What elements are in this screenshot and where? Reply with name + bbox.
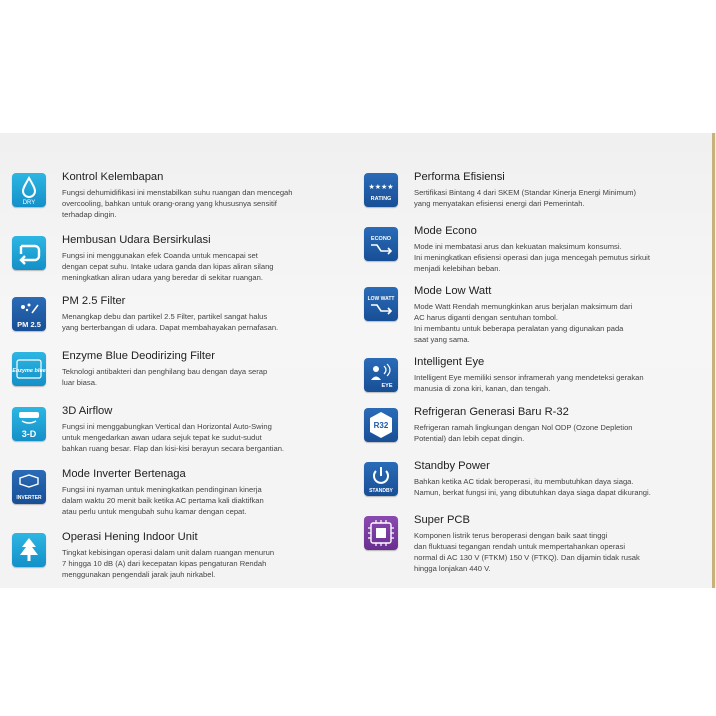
feature-title: Standby Power	[414, 460, 490, 472]
feature-title: Operasi Hening Indoor Unit	[62, 531, 198, 543]
feature-title: PM 2.5 Filter	[62, 295, 126, 307]
decorative-edge-line	[712, 133, 715, 588]
feature-description: Komponen listrik terus beroperasi dengan baik saat tinggi dan fluktuasi tegangan rendah untuk mempertahankan operasi normal di AC 130 V (FTKM) 150 V (FTKQ). Dan dijamin tidak rusak hingga lonjakan 440 V.	[414, 531, 640, 573]
icon-label: 3-D	[21, 429, 37, 439]
feature-description: Fungsi ini menggabungkan Vertical dan Horizontal Auto-Swing untuk mengedarkan awan udara sejuk tepat ke sudut-sudut bahkan ruang besar. Flap dan kisi-kisi berayun secara bergantian.	[62, 422, 285, 453]
feature-title: Hembusan Udara Bersirkulasi	[62, 234, 211, 246]
feature-title: Intelligent Eye	[414, 356, 485, 368]
standby-power-icon	[364, 462, 398, 496]
circulation-arrow-icon	[12, 236, 46, 270]
feature-title: Kontrol Kelembapan	[62, 171, 164, 183]
feature-title: Mode Inverter Bertenaga	[62, 468, 186, 480]
feature-description: Menangkap debu dan partikel 2.5 Filter, partikel sangat halus yang berterbangan di udara. Dapat membahayakan pernafasan.	[62, 312, 279, 332]
icon-label: STANDBY	[369, 488, 393, 494]
inverter-icon	[12, 470, 46, 504]
icon-label: ECONO	[370, 236, 392, 242]
feature-title: Performa Efisiensi	[414, 171, 505, 183]
feature-description: Teknologi antibakteri dan penghilang bau dengan daya serap luar biasa.	[62, 367, 268, 387]
intelligent-eye-icon	[364, 358, 398, 392]
feature-description: Refrigeran ramah lingkungan dengan Nol ODP (Ozone Depletion Potential) dan lebih cepat dingin.	[414, 423, 633, 443]
feature-title: Enzyme Blue Deodirizing Filter	[62, 350, 215, 362]
feature-description: Fungsi ini menggunakan efek Coanda untuk mencapai set dengan cepat suhu. Intake udara ganda dan kipas aliran silang meningkatkan aliran udara yang beredar di sekitar ruangan.	[62, 251, 274, 282]
low-watt-icon	[364, 287, 398, 321]
feature-description: Sertifikasi Bintang 4 dari SKEM (Standar Kinerja Energi Minimum) yang menyatakan efisiensi energi dari Pemerintah.	[414, 188, 636, 208]
icon-label: LOW WATT	[367, 296, 395, 302]
feature-title: 3D Airflow	[62, 405, 113, 417]
feature-description: Tingkat kebisingan operasi dalam unit dalam ruangan menurun 7 hingga 10 dB (A) dari kecepatan kipas pengaturan Rendah menggunakan pengendali jarak jauh nirkabel.	[62, 548, 275, 579]
feature-description: Fungsi ini nyaman untuk meningkatkan pendinginan kinerja dalam waktu 20 menit baik ketika AC pertama kali diaktifkan atau perlu untuk mengubah suhu kamar dengan cepat.	[62, 485, 264, 516]
r32-refrigerant-icon	[364, 408, 398, 442]
star-rating-icon	[364, 173, 398, 207]
feature-title: Refrigeran Generasi Baru R-32	[414, 406, 569, 418]
icon-label: PM 2.5	[17, 320, 41, 329]
rating-stars: ★★★★	[368, 183, 394, 191]
feature-description: Mode ini membatasi arus dan kekuatan maksimum konsumsi. Ini meningkatkan efisiensi operasi dan juga mencegah pemutus sirkuit menjadi kelebihan beban.	[414, 242, 650, 273]
feature-title: Super PCB	[414, 514, 470, 526]
feature-description: Fungsi dehumidifikasi ini menstabilkan suhu ruangan dan mencegah overcooling, bahkan untuk orang-orang yang khususnya sensitif terhadap dingin.	[62, 188, 293, 219]
icon-label: R32	[373, 421, 389, 430]
silent-tree-icon	[12, 533, 46, 567]
enzyme-blue-icon	[12, 352, 46, 386]
icon-label: INVERTER	[16, 495, 42, 501]
feature-description: Bahkan ketika AC tidak beroperasi, itu membutuhkan daya siaga. Namun, berkat fungsi ini, yang dibutuhkan daya siaga dapat dikurangi.	[414, 477, 651, 497]
icon-label: DRY	[22, 200, 36, 206]
icon-label: RATING	[370, 196, 392, 202]
3d-airflow-icon	[12, 407, 46, 441]
pm25-filter-icon	[12, 297, 46, 331]
feature-description: Intelligent Eye memiliki sensor inframerah yang mendeteksi gerakan manusia di zona kiri, kanan, dan tengah.	[414, 373, 644, 393]
icon-label: Enzyme blue	[12, 368, 46, 374]
super-pcb-icon	[364, 516, 398, 550]
econo-icon	[364, 227, 398, 261]
feature-description: Mode Watt Rendah memungkinkan arus berjalan maksimum dari AC harus diganti dengan sentuhan tombol. Ini membantu untuk beberapa peralatan yang digunakan pada saat yang sama.	[414, 302, 633, 344]
icon-label: EYE	[381, 383, 393, 389]
dry-droplet-icon	[12, 173, 46, 207]
feature-title: Mode Low Watt	[414, 285, 492, 297]
feature-title: Mode Econo	[414, 225, 477, 237]
